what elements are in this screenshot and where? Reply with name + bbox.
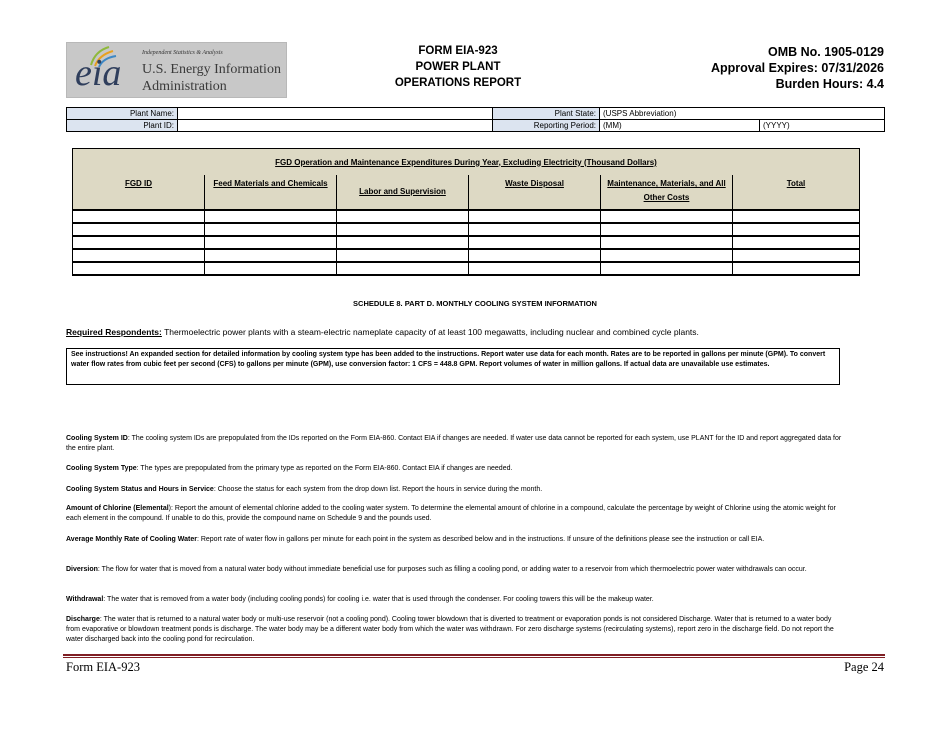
table-row (73, 210, 860, 223)
plant-state-label: Plant State: (493, 108, 600, 120)
definition-term: Withdrawal (66, 596, 104, 603)
table-cell[interactable] (601, 210, 733, 223)
definition-cooling-system-id (66, 434, 846, 454)
approval-expires: Approval Expires: 07/31/2026 (710, 61, 884, 75)
table-cell[interactable] (337, 249, 469, 262)
table-cell[interactable] (73, 236, 205, 249)
definition-term: Discharge (66, 616, 100, 623)
table-cell[interactable] (205, 210, 337, 223)
footer-rule (63, 654, 885, 656)
required-respondents-label: Required Respondents: (66, 327, 162, 337)
definition-text: : Report rate of water flow in gallons per minute for each point in the system as described below and in the instructions. If unsure of the definitions please see the instruction or call EIA. (196, 536, 765, 543)
table-cell[interactable] (205, 236, 337, 249)
table-cell[interactable] (733, 249, 860, 262)
reporting-year-field[interactable]: (YYYY) (760, 120, 885, 132)
schedule-title: SCHEDULE 8. PART D. MONTHLY COOLING SYSTEM INFORMATION (353, 299, 597, 308)
definition-text: : The flow for water that is moved from a natural water body without immediate beneficial use for purposes such as filling a cooling pond, or adding water to a reservoir from which thermoelectric power water withdrawals can occur. (97, 566, 807, 573)
reporting-month-field[interactable]: (MM) (600, 120, 760, 132)
instructions-box: See instructions! An expanded section for detailed information by cooling system type has been added to the instructions. Report water use data for each month. Rates are to be reported in gallons per minute (GPM). To convert water flow rates from cubic feet per second (CFS) to gallons per minute (GPM), use conversion factor: 1 CFS = 448.8 GPM. Report volumes of water in million gallons. If actual data are unavailable use estimates. (66, 348, 840, 385)
table-cell[interactable] (469, 262, 601, 275)
table-cell[interactable] (205, 223, 337, 236)
col-total: Total (733, 175, 860, 210)
table-row (73, 262, 860, 275)
table-cell[interactable] (337, 210, 469, 223)
footer-page-number: Page 24 (844, 660, 884, 674)
footer-rule (63, 657, 885, 658)
table-cell[interactable] (337, 262, 469, 275)
table-cell[interactable] (469, 249, 601, 262)
table-cell[interactable] (469, 236, 601, 249)
table-cell[interactable] (469, 223, 601, 236)
definition-diversion (66, 565, 846, 575)
col-labor: Labor and Supervision (337, 175, 469, 210)
form-title-line1: POWER PLANT (415, 61, 501, 73)
col-maintenance: Maintenance, Materials, and All Other Costs (601, 175, 733, 210)
table-cell[interactable] (205, 262, 337, 275)
definition-term: Amount of Chlorine (Elemental (66, 505, 169, 512)
eia-logo (66, 42, 287, 98)
plant-state-field[interactable]: (USPS Abbreviation) (600, 108, 885, 120)
definition-cooling-system-type (66, 464, 846, 474)
form-number: FORM EIA-923 (418, 45, 498, 57)
definition-discharge (66, 615, 846, 645)
reporting-period-label: Reporting Period: (493, 120, 600, 132)
col-fgd-id: FGD ID (73, 175, 205, 210)
fgd-table-caption: FGD Operation and Maintenance Expenditures During Year, Excluding Electricity (Thousand Dollars) (73, 149, 860, 176)
table-cell[interactable] (73, 210, 205, 223)
table-row (73, 236, 860, 249)
table-cell[interactable] (733, 210, 860, 223)
col-feed-materials: Feed Materials and Chemicals (205, 175, 337, 210)
logo-org-line2: Administration (142, 79, 227, 94)
definition-text: ): Report the amount of elemental chlorine added to the cooling water system. To determine the elemental amount of chlorine in a compound, calculate the percentage by weight of Chlorine using the atomic weight for each element in the compound. If unable to do this, provide the compound name on Schedule 9 and the pounds used. (66, 505, 836, 522)
table-cell[interactable] (73, 262, 205, 275)
col-waste-disposal: Waste Disposal (469, 175, 601, 210)
definition-term: Cooling System Status and Hours in Service (66, 486, 214, 493)
table-cell[interactable] (73, 223, 205, 236)
plant-id-label: Plant ID: (67, 120, 178, 132)
form-title-line2: OPERATIONS REPORT (394, 77, 522, 89)
table-cell[interactable] (73, 249, 205, 262)
definition-text: : The types are prepopulated from the primary type as reported on the Form EIA-860. Contact EIA if changes are needed. (136, 465, 513, 472)
omb-number: OMB No. 1905-0129 (767, 45, 884, 59)
definition-text: : Choose the status for each system from the drop down list. Report the hours in service during the month. (213, 486, 543, 493)
table-cell[interactable] (337, 223, 469, 236)
required-respondents-text: Thermoelectric power plants with a steam-electric nameplate capacity of at least 100 megawatts, including nuclear and combined cycle plants. (161, 327, 699, 337)
table-cell[interactable] (601, 223, 733, 236)
definition-term: Diversion (66, 566, 98, 573)
table-cell[interactable] (469, 210, 601, 223)
plant-info-table (66, 107, 885, 132)
definition-cooling-water-rate (66, 535, 846, 545)
definition-withdrawal (66, 595, 846, 605)
definition-term: Cooling System Type (66, 465, 137, 472)
eia-wordmark: eia (75, 52, 122, 94)
logo-org-line1: U.S. Energy Information (142, 62, 281, 77)
plant-id-field[interactable] (178, 120, 493, 132)
definition-text: : The cooling system IDs are prepopulated from the IDs reported on the Form EIA-860. Contact EIA if changes are needed. If water use data cannot be reported for each system, use PLANT for the ID and report aggregated data for the entire plant. (66, 435, 842, 452)
definition-term: Average Monthly Rate of Cooling Water (66, 536, 197, 543)
table-cell[interactable] (205, 249, 337, 262)
definition-term: Cooling System ID (66, 435, 128, 442)
table-cell[interactable] (601, 249, 733, 262)
table-cell[interactable] (733, 262, 860, 275)
table-cell[interactable] (733, 236, 860, 249)
table-cell[interactable] (733, 223, 860, 236)
logo-tagline: Independent Statistics & Analysis (142, 50, 223, 56)
definition-text: : The water that is removed from a water body (including cooling ponds) for cooling i.e. water that is used through the condenser. For cooling towers this will be the makeup water. (103, 596, 654, 603)
definition-status-hours (66, 485, 846, 495)
table-row (73, 223, 860, 236)
definition-chlorine (66, 504, 846, 524)
table-row (73, 249, 860, 262)
definition-text: : The water that is returned to a natural water body or multi-use reservoir (not a cooling pond). Cooling tower blowdown that is diverted to treatment or evaporation ponds is not considered Discharge. Water that is returned to a water body from evaporative or blowdown treatment ponds is discharge. The water body may be a different water body from which the water was withdrawn. For zero discharge systems (recirculating systems), report zero in the discharge field. Do not report the water discharged back into the cooling pond for recirculation. (66, 616, 834, 643)
burden-hours: Burden Hours: 4.4 (775, 77, 884, 91)
plant-name-label: Plant Name: (67, 108, 178, 120)
table-cell[interactable] (337, 236, 469, 249)
required-respondents (66, 327, 699, 337)
fgd-expenditures-table (72, 148, 860, 276)
table-cell[interactable] (601, 262, 733, 275)
table-cell[interactable] (601, 236, 733, 249)
footer-form-name: Form EIA-923 (66, 660, 140, 674)
plant-name-field[interactable] (178, 108, 493, 120)
